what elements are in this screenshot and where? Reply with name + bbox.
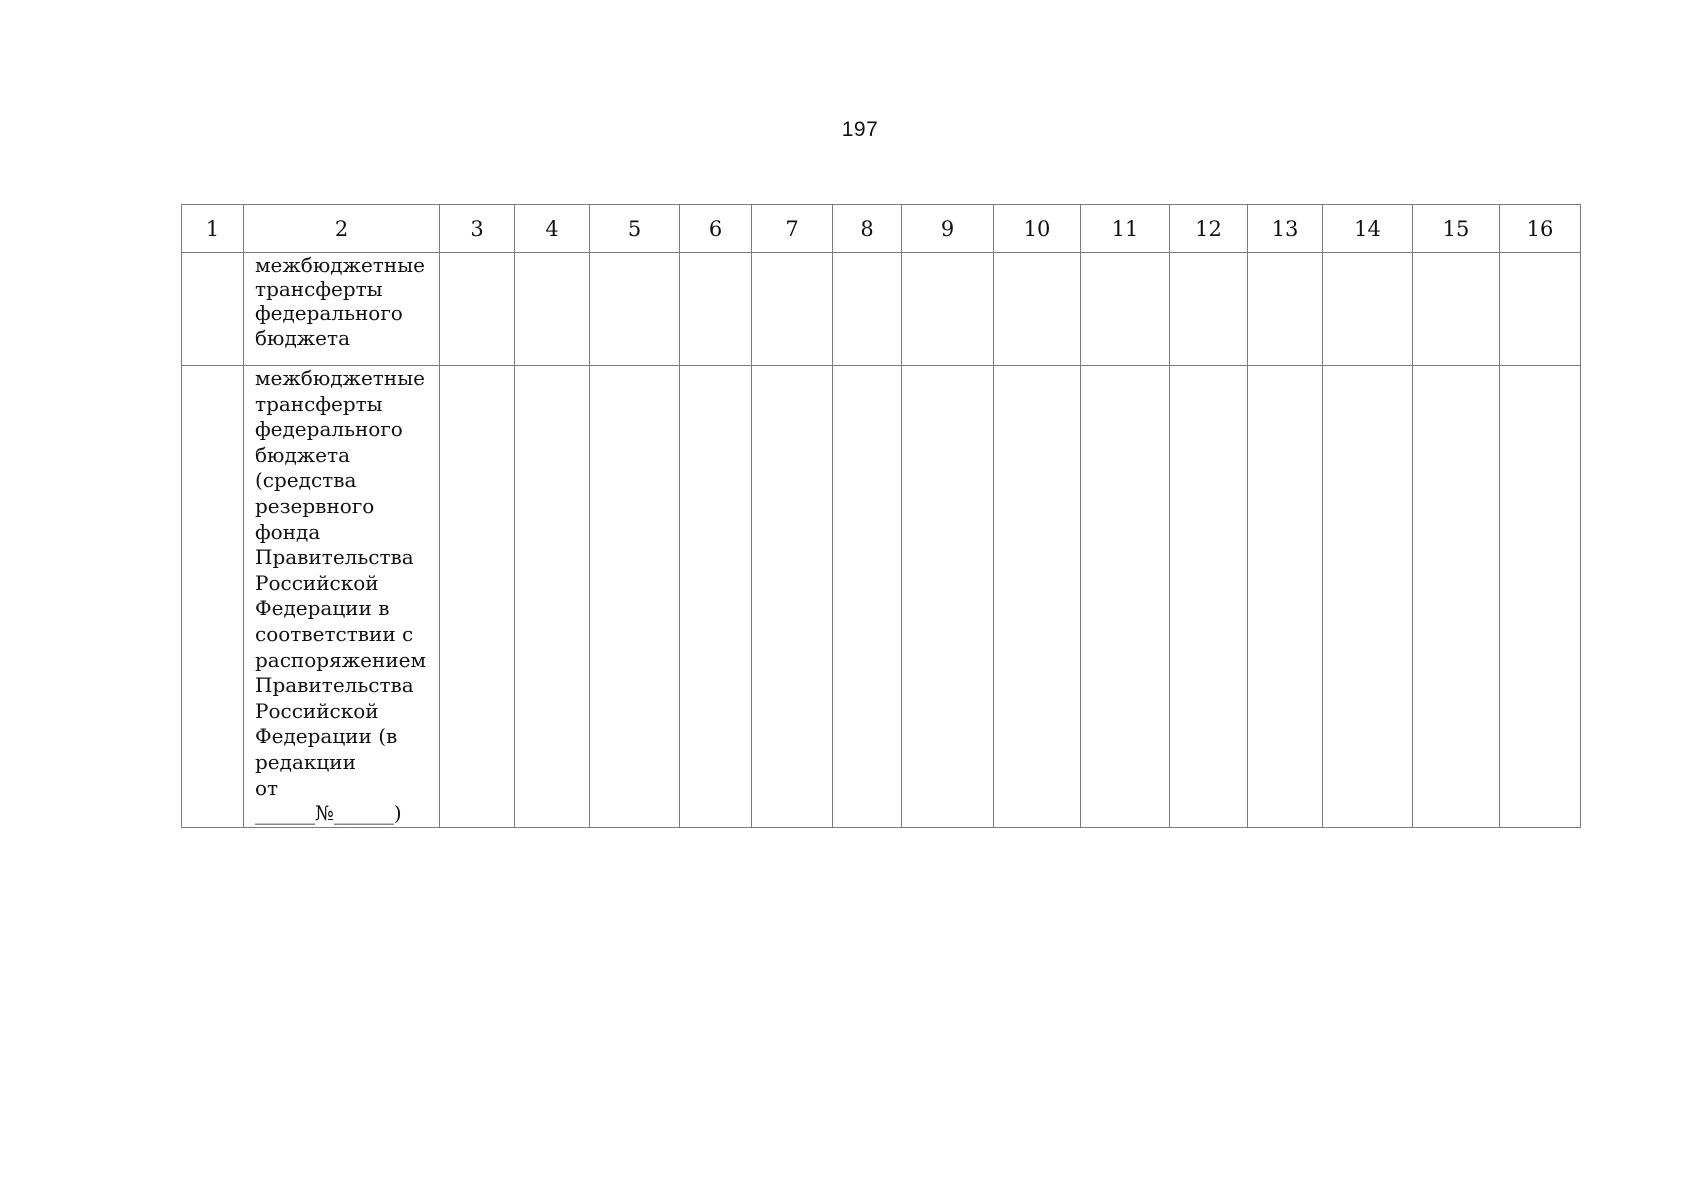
row-label-line: бюджета bbox=[255, 442, 350, 467]
table-cell bbox=[1500, 253, 1581, 366]
column-header: 12 bbox=[1170, 205, 1248, 253]
row-label-line: межбюджетные bbox=[255, 366, 425, 390]
column-header: 13 bbox=[1248, 205, 1323, 253]
column-header: 3 bbox=[440, 205, 515, 253]
row-label-line: Правительства bbox=[255, 673, 414, 698]
column-header: 11 bbox=[1081, 205, 1170, 253]
row-label-line: трансферты bbox=[255, 391, 383, 416]
column-header: 10 bbox=[994, 205, 1081, 253]
table-cell bbox=[994, 366, 1081, 828]
row-label-line: Правительства bbox=[255, 545, 414, 570]
column-header: 9 bbox=[902, 205, 994, 253]
table-cell bbox=[1081, 366, 1170, 828]
row-label-line: федерального bbox=[255, 301, 403, 326]
row-label-line: Российской bbox=[255, 698, 379, 723]
column-header: 5 bbox=[590, 205, 680, 253]
row-label-line: бюджета bbox=[255, 325, 350, 350]
table-cell bbox=[833, 253, 902, 366]
table-cell bbox=[752, 366, 833, 828]
column-header: 6 bbox=[680, 205, 752, 253]
table-cell bbox=[590, 366, 680, 828]
column-header: 7 bbox=[752, 205, 833, 253]
table-cell bbox=[515, 253, 590, 366]
column-number-row bbox=[182, 205, 1581, 253]
row-label-line: соответствии с bbox=[255, 621, 414, 646]
column-header: 8 bbox=[833, 205, 902, 253]
page-number: 197 bbox=[841, 118, 879, 141]
row-label-line: резервного фонда bbox=[255, 493, 375, 544]
row-label-line: федерального bbox=[255, 417, 403, 442]
column-header: 14 bbox=[1323, 205, 1413, 253]
table-row bbox=[182, 366, 1581, 828]
table-cell bbox=[182, 253, 244, 366]
row-label-line: Федерации (в bbox=[255, 724, 398, 749]
table-cell bbox=[440, 366, 515, 828]
column-header: 4 bbox=[515, 205, 590, 253]
table-cell bbox=[1413, 253, 1500, 366]
row-label-line: межбюджетные bbox=[255, 253, 425, 277]
table-cell bbox=[680, 253, 752, 366]
row-label bbox=[244, 366, 440, 828]
table-cell bbox=[1170, 253, 1248, 366]
table-row bbox=[182, 253, 1581, 366]
table-cell bbox=[752, 253, 833, 366]
table-cell bbox=[1413, 366, 1500, 828]
column-header: 16 bbox=[1500, 205, 1581, 253]
table-cell bbox=[182, 366, 244, 828]
table-cell bbox=[590, 253, 680, 366]
row-label bbox=[244, 253, 440, 366]
table-cell bbox=[902, 366, 994, 828]
table-cell bbox=[1323, 366, 1413, 828]
table-cell bbox=[902, 253, 994, 366]
table-cell bbox=[1248, 253, 1323, 366]
row-label-line: Федерации в bbox=[255, 596, 390, 621]
table-cell bbox=[680, 366, 752, 828]
table-cell bbox=[440, 253, 515, 366]
row-label-line: Российской bbox=[255, 570, 379, 595]
table-cell bbox=[994, 253, 1081, 366]
table-cell bbox=[833, 366, 902, 828]
row-label-line: распоряжением bbox=[255, 647, 427, 672]
column-header: 1 bbox=[182, 205, 244, 253]
table-cell bbox=[1500, 366, 1581, 828]
budget-table bbox=[181, 204, 1581, 828]
table-cell bbox=[1081, 253, 1170, 366]
column-header: 15 bbox=[1413, 205, 1500, 253]
row-label-line: от ______№______) bbox=[255, 775, 402, 826]
column-header: 2 bbox=[244, 205, 440, 253]
row-label-line: редакции bbox=[255, 749, 356, 774]
row-label-line: (средства bbox=[255, 468, 357, 493]
table-cell bbox=[515, 366, 590, 828]
table-cell bbox=[1170, 366, 1248, 828]
table-cell bbox=[1248, 366, 1323, 828]
table-cell bbox=[1323, 253, 1413, 366]
row-label-line: трансферты bbox=[255, 277, 383, 302]
